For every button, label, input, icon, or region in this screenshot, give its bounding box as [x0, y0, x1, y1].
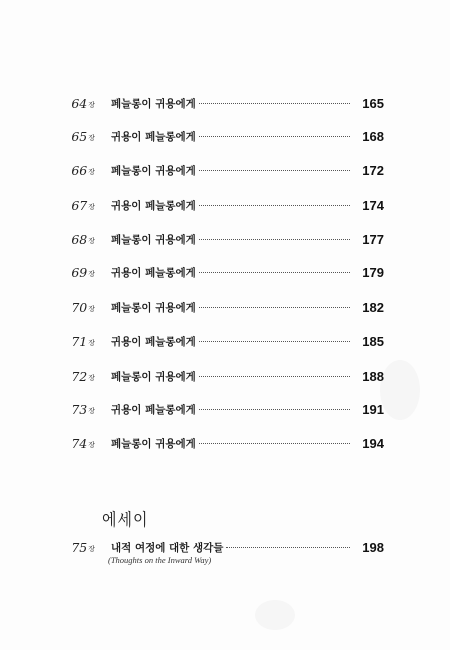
- toc-entry[interactable]: [0, 434, 450, 454]
- chapter-title: 귀용이 페늘롱에게: [111, 196, 199, 216]
- chapter-number: 69장: [71, 265, 95, 280]
- page-number: 179: [362, 265, 384, 280]
- toc-entry[interactable]: [0, 196, 450, 216]
- dot-leader: [198, 136, 350, 137]
- dot-leader: [198, 376, 350, 377]
- toc-entry[interactable]: [0, 94, 450, 114]
- chapter-title: 귀용이 페늘롱에게: [111, 400, 199, 420]
- chapter-title: 페늘롱이 귀용에게: [111, 298, 199, 318]
- page-number: 182: [362, 300, 384, 315]
- section-heading: 에세이: [102, 509, 149, 530]
- dot-leader: [198, 272, 350, 273]
- chapter-number: 66장: [71, 163, 95, 178]
- chapter-title: 페늘롱이 귀용에게: [111, 230, 199, 250]
- chapter-title: 귀용이 페늘롱에게: [111, 127, 199, 147]
- chapter-title: 페늘롱이 귀용에게: [111, 367, 199, 387]
- page-number: 185: [362, 334, 384, 349]
- chapter-number: 72장: [71, 369, 95, 384]
- toc-entry[interactable]: [0, 230, 450, 250]
- chapter-number: 74장: [71, 436, 95, 451]
- dot-leader: [198, 341, 350, 342]
- dot-leader: [226, 547, 350, 548]
- toc-entry[interactable]: [0, 161, 450, 181]
- chapter-title: 페늘롱이 귀용에게: [111, 161, 199, 181]
- chapter-number: 68장: [71, 232, 95, 247]
- toc-entry-essay[interactable]: [0, 538, 450, 558]
- chapter-number: 70장: [71, 300, 95, 315]
- dot-leader: [198, 205, 350, 206]
- dot-leader: [198, 443, 350, 444]
- chapter-title: 귀용이 페늘롱에게: [111, 263, 199, 283]
- chapter-title: 페늘롱이 귀용에게: [111, 434, 199, 454]
- dot-leader: [198, 239, 350, 240]
- page-number: 172: [362, 163, 384, 178]
- chapter-number: 65장: [71, 129, 95, 144]
- chapter-number: 64장: [71, 96, 95, 111]
- toc-entry[interactable]: [0, 127, 450, 147]
- chapter-number: 73장: [71, 402, 95, 417]
- chapter-number: 71장: [71, 334, 95, 349]
- chapter-title: 귀용이 페늘롱에게: [111, 332, 199, 352]
- toc-entry[interactable]: [0, 332, 450, 352]
- page-number: 168: [362, 129, 384, 144]
- page-number: 194: [362, 436, 384, 451]
- chapter-number: 75장: [71, 540, 95, 555]
- dot-leader: [198, 103, 350, 104]
- toc-entry[interactable]: [0, 298, 450, 318]
- page-number: 198: [362, 540, 384, 555]
- page-number: 165: [362, 96, 384, 111]
- dot-leader: [198, 409, 350, 410]
- toc-entry[interactable]: [0, 400, 450, 420]
- page-number: 174: [362, 198, 384, 213]
- toc-entry[interactable]: [0, 367, 450, 387]
- toc-entry[interactable]: [0, 263, 450, 283]
- page-number: 188: [362, 369, 384, 384]
- dot-leader: [198, 170, 350, 171]
- chapter-subtitle: (Thoughts on the Inward Way): [108, 555, 212, 565]
- chapter-number: 67장: [71, 198, 95, 213]
- dot-leader: [198, 307, 350, 308]
- page-number: 177: [362, 232, 384, 247]
- chapter-title: 내적 여정에 대한 생각들: [111, 538, 226, 558]
- paper-smudge: [255, 600, 295, 630]
- page-number: 191: [362, 402, 384, 417]
- chapter-title: 페늘롱이 귀용에게: [111, 94, 199, 114]
